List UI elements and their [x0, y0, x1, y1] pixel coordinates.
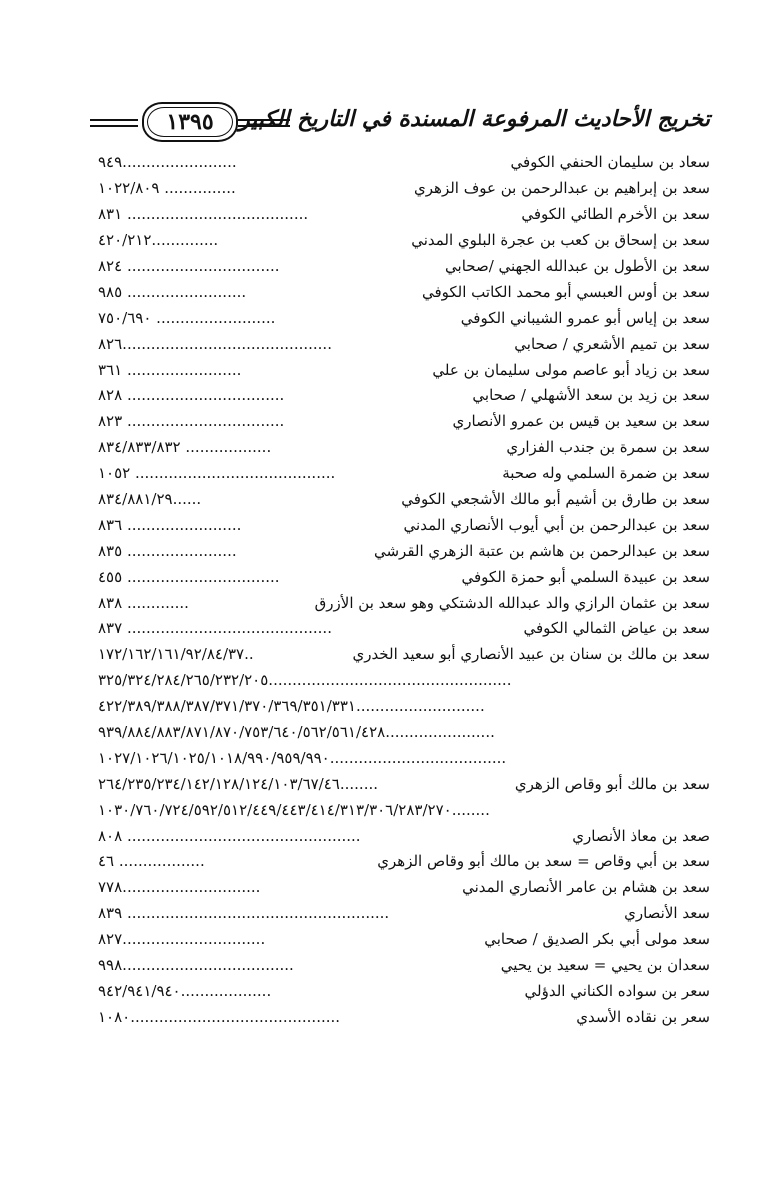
index-entry — [98, 953, 710, 979]
entry-name: سعد الأنصاري — [624, 904, 710, 923]
entry-name: سعد بن زياد أبو عاصم مولى سليمان بن علي — [432, 360, 710, 379]
entry-references: ....................................٩٩٨ — [98, 956, 294, 975]
index-entry — [98, 150, 710, 176]
index-entry — [98, 279, 710, 305]
entry-name: سعد بن سمرة بن جندب الفزاري — [506, 438, 710, 457]
index-entry — [98, 512, 710, 538]
entry-references: ................................ ٤٥٥ — [98, 567, 280, 586]
index-entry — [98, 202, 710, 228]
entry-references: ................................. ٨٢٨ — [98, 386, 285, 405]
entry-references: ......................... ٧٥٠/٦٩٠ — [98, 308, 276, 327]
entry-name: سعد بن مالك أبو وقاص الزهري — [514, 774, 710, 793]
entry-references: ..............................٨٢٧ — [98, 930, 266, 949]
entry-name: سعد بن ضمرة السلمي وله صحبة — [502, 464, 710, 483]
index-entry — [98, 823, 710, 849]
index-entry — [98, 331, 710, 357]
entry-name: سعد بن عثمان الرازي والد عبدالله الدشتكي وهو سعد بن الأزرق — [314, 593, 710, 612]
entry-references: ........................٩٤٩ — [98, 153, 237, 172]
index-entry — [98, 461, 710, 487]
page-number-badge: ١٣٩٥ — [142, 102, 238, 142]
header-rule — [238, 125, 290, 127]
entry-references: .............................٧٧٨ — [98, 878, 261, 897]
entry-name: سعد بن هشام بن عامر الأنصاري المدني — [462, 878, 710, 897]
entry-name: سعد بن عبيدة السلمي أبو حمزة الكوفي — [461, 567, 710, 586]
index-entry — [98, 1004, 710, 1030]
index-entry — [98, 616, 710, 642]
entry-references: ..١٧٢/١٦٢/١٦١/٩٢/٨٤/٣٧ — [98, 645, 254, 664]
index-entry — [98, 927, 710, 953]
entry-references: ............... ١٠٢٢/٨٠٩ — [98, 179, 236, 198]
entry-references: .......................٩٣٩/٨٨٤/٨٨٣/٨٧١/٨٧٠/٧٥٣/٦٤٠/٥٦٢/٥٦١/٤٢٨ — [98, 723, 495, 742]
entry-references: ........................ ٨٣٦ — [98, 515, 242, 534]
entry-name: سعد بن عبدالرحمن بن هاشم بن عتبة الزهري القرشي — [373, 541, 710, 560]
entry-name: سعاد بن سليمان الحنفي الكوفي — [510, 153, 710, 172]
entry-references: ...................................................٣٢٥/٣٢٤/٢٨٤/٢٦٥/٢٣٢/٢٠٥ — [98, 671, 512, 690]
entry-name: سعد بن عبدالرحمن بن أبي أيوب الأنصاري المدني — [403, 515, 710, 534]
entry-name: سعد مولى أبي بكر الصديق / صحابي — [484, 930, 710, 949]
header-rule — [90, 125, 138, 127]
entry-name: سعد بن تميم الأشعري / صحابي — [514, 334, 710, 353]
entry-references: .......................................... ١٠٥٢ — [98, 464, 336, 483]
entry-references: ............................................١٠٨٠ — [98, 1007, 341, 1026]
index-entry — [98, 979, 710, 1005]
entry-name: سعر بن نقاده الأسدي — [576, 1007, 710, 1026]
index-entry — [98, 409, 710, 435]
entry-references: ........................................... ٨٣٧ — [98, 619, 332, 638]
index-entry — [98, 357, 710, 383]
index-entry — [98, 564, 710, 590]
entry-name: سعد بن أوس العبسي أبو محمد الكاتب الكوفي — [421, 282, 710, 301]
index-entry-continuation — [98, 668, 710, 694]
entry-references: ................................. ٨٢٣ — [98, 412, 285, 431]
entry-name: سعد بن زيد بن سعد الأشهلي / صحابي — [472, 386, 710, 405]
index-entry — [98, 590, 710, 616]
index-entry — [98, 901, 710, 927]
index-entry-continuation — [98, 745, 710, 771]
entry-references: .....................................١٠٢٧/١٠٢٦/١٠٢٥/١٠١٨/٩٩٠/٩٥٩/٩٩٠ — [98, 748, 507, 767]
index-entry — [98, 383, 710, 409]
index-entry — [98, 771, 710, 797]
entry-references: ........٢٦٤/٢٣٥/٢٣٤/١٤٢/١٢٨/١٢٤/١٠٣/٦٧/٤٦ — [98, 774, 379, 793]
header-rule — [238, 119, 290, 121]
entry-name: سعد بن إسحاق بن كعب بن عجرة البلوي المدني — [411, 231, 710, 250]
index-entry — [98, 642, 710, 668]
entry-references: ...................٩٤٢/٩٤١/٩٤٠ — [98, 981, 272, 1000]
entry-name: سعد بن إياس أبو عمرو الشيباني الكوفي — [460, 308, 710, 327]
entry-name: سعد بن سعيد بن قيس بن عمرو الأنصاري — [452, 412, 710, 431]
index-entry — [98, 228, 710, 254]
entry-references: .................. ٨٣٤/٨٣٣/٨٣٢ — [98, 438, 272, 457]
entry-references: ................................................. ٨٠٨ — [98, 826, 361, 845]
entry-name: سعدان بن يحيي = سعيد بن يحيي — [500, 956, 710, 975]
index-entry — [98, 538, 710, 564]
entry-references: ....................................................... ٨٣٩ — [98, 904, 390, 923]
page-header — [90, 100, 710, 146]
entry-references: ............................................٨٢٦ — [98, 334, 332, 353]
entry-references: ......٨٣٤/٨٨١/٢٩ — [98, 490, 202, 509]
header-rule — [90, 119, 138, 121]
page-title: تخريج الأحاديث المرفوعة المسندة في التاريخ الكبير — [239, 106, 710, 132]
entry-name: سعد بن مالك بن سنان بن عبيد الأنصاري أبو سعيد الخدري — [352, 645, 710, 664]
entry-name: سعد بن الأخرم الطائي الكوفي — [521, 205, 710, 224]
entry-references: ..............٤٢٠/٢١٢ — [98, 231, 219, 250]
index-entries — [98, 150, 710, 1030]
entry-references: ...........................٤٢٢/٣٨٩/٣٨٨/٣٨٧/٣٧١/٣٧٠/٣٦٩/٣٥١/٣٣١ — [98, 697, 485, 716]
entry-references: ............. ٨٣٨ — [98, 593, 189, 612]
entry-references: ......................... ٩٨٥ — [98, 282, 247, 301]
index-entry-continuation — [98, 720, 710, 746]
index-entry-continuation — [98, 797, 710, 823]
entry-references: ....................... ٨٣٥ — [98, 541, 237, 560]
entry-name: سعد بن الأطول بن عبدالله الجهني /صحابي — [445, 257, 710, 275]
entry-references: ................................ ٨٢٤ — [98, 257, 280, 275]
entry-name: سعر بن سواده الكناني الدؤلي — [524, 981, 710, 1000]
index-entry — [98, 254, 710, 280]
entry-name: سعد بن إبراهيم بن عبدالرحمن بن عوف الزهري — [414, 179, 710, 198]
entry-name: سعد بن عياض الثمالي الكوفي — [523, 619, 710, 638]
index-entry — [98, 875, 710, 901]
index-entry-continuation — [98, 694, 710, 720]
entry-name: سعد بن أبي وقاص = سعد بن مالك أبو وقاص الزهري — [377, 852, 710, 871]
entry-references: ........١٠٣٠/٧٦٠/٧٢٤/٥٩٢/٥١٢/٤٤٩/٤٤٣/٤١٤/٣١٣/٣٠٦/٢٨٣/٢٧٠ — [98, 800, 490, 819]
index-entry — [98, 849, 710, 875]
index-entry — [98, 435, 710, 461]
index-entry — [98, 176, 710, 202]
index-entry — [98, 305, 710, 331]
entry-references: ........................ ٣٦١ — [98, 360, 242, 379]
entry-name: صعد بن معاذ الأنصاري — [572, 826, 710, 845]
entry-references: .................. ٤٦ — [98, 852, 205, 871]
entry-references: ...................................... ٨٣١ — [98, 205, 309, 224]
entry-name: سعد بن طارق بن أشيم أبو مالك الأشجعي الكوفي — [401, 490, 710, 509]
index-entry — [98, 487, 710, 513]
